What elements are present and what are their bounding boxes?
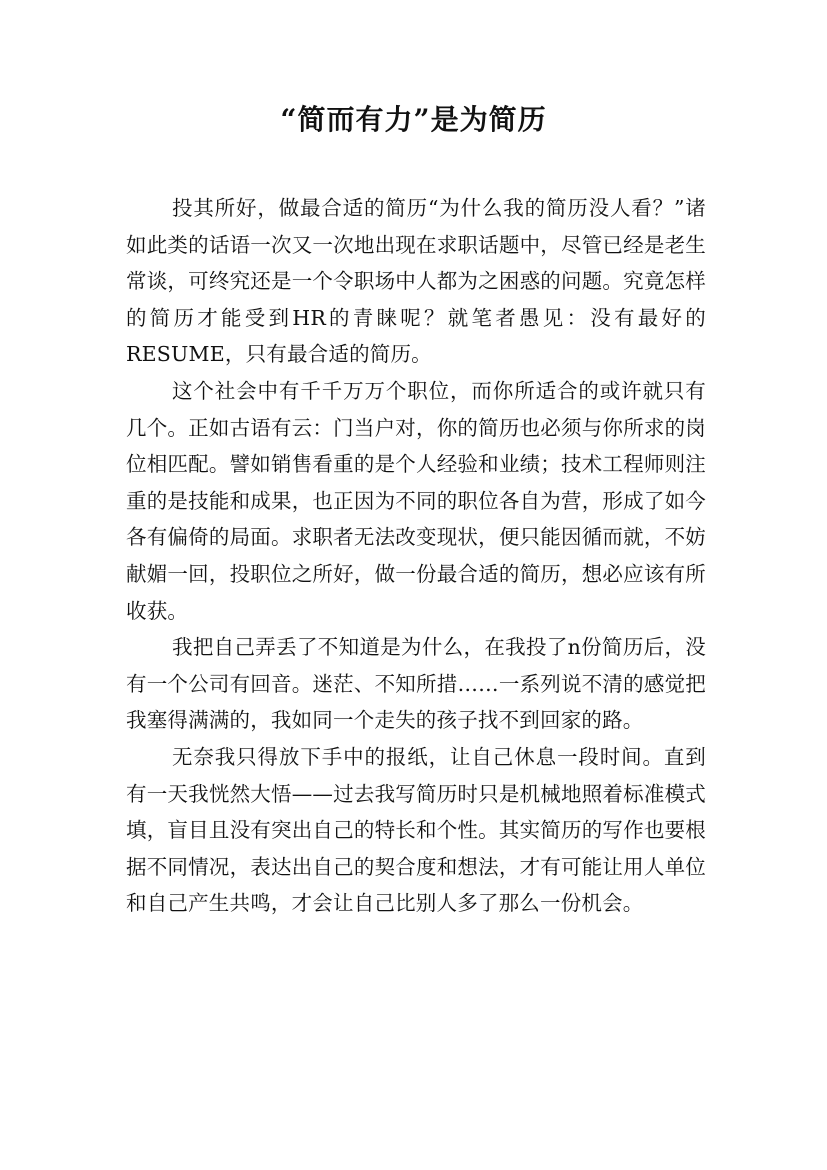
paragraph-4: 无奈我只得放下手中的报纸，让自己休息一段时间。直到有一天我恍然大悟——过去我写简历时只是机械地照着标准模式填，盲目且没有突出自己的特长和个性。其实简历的写作也要根据不同情况，表达出自己的契合度和想法，才有可能让用人单位和自己产生共鸣，才会让自己比别人多了那么一份机会。 <box>126 744 706 916</box>
document-title: “简而有力”是为简历 <box>280 103 547 136</box>
paragraph-3: 我把自己弄丢了不知道是为什么，在我投了n份简历后，没有一个公司有回音。迷茫、不知所措……一系列说不清的感觉把我塞得满满的，我如同一个走失的孩子找不到回家的路。 <box>126 635 706 733</box>
paragraph-2: 这个社会中有千千万万个职位，而你所适合的或许就只有几个。正如古语有云：门当户对，你的简历也必须与你所求的岗位相匹配。譬如销售看重的是个人经验和业绩；技术工程师则注重的是技能和成果，也正因为不同的职位各自为营，形成了如今各有偏倚的局面。求职者无法改变现状，便只能因循而就，不妨献媚一回，投职位之所好，做一份最合适的简历，想必应该有所收获。 <box>126 378 706 623</box>
paragraph-1: 投其所好，做最合适的简历“为什么我的简历没人看？”诸如此类的话语一次又一次地出现在求职话题中，尽管已经是老生常谈，可终究还是一个令职场中人都为之困惑的问题。究竟怎样的简历才能受到HR的青睐呢？就笔者愚见：没有最好的RESUME，只有最合适的简历。 <box>126 196 706 367</box>
article-body <box>126 190 706 922</box>
